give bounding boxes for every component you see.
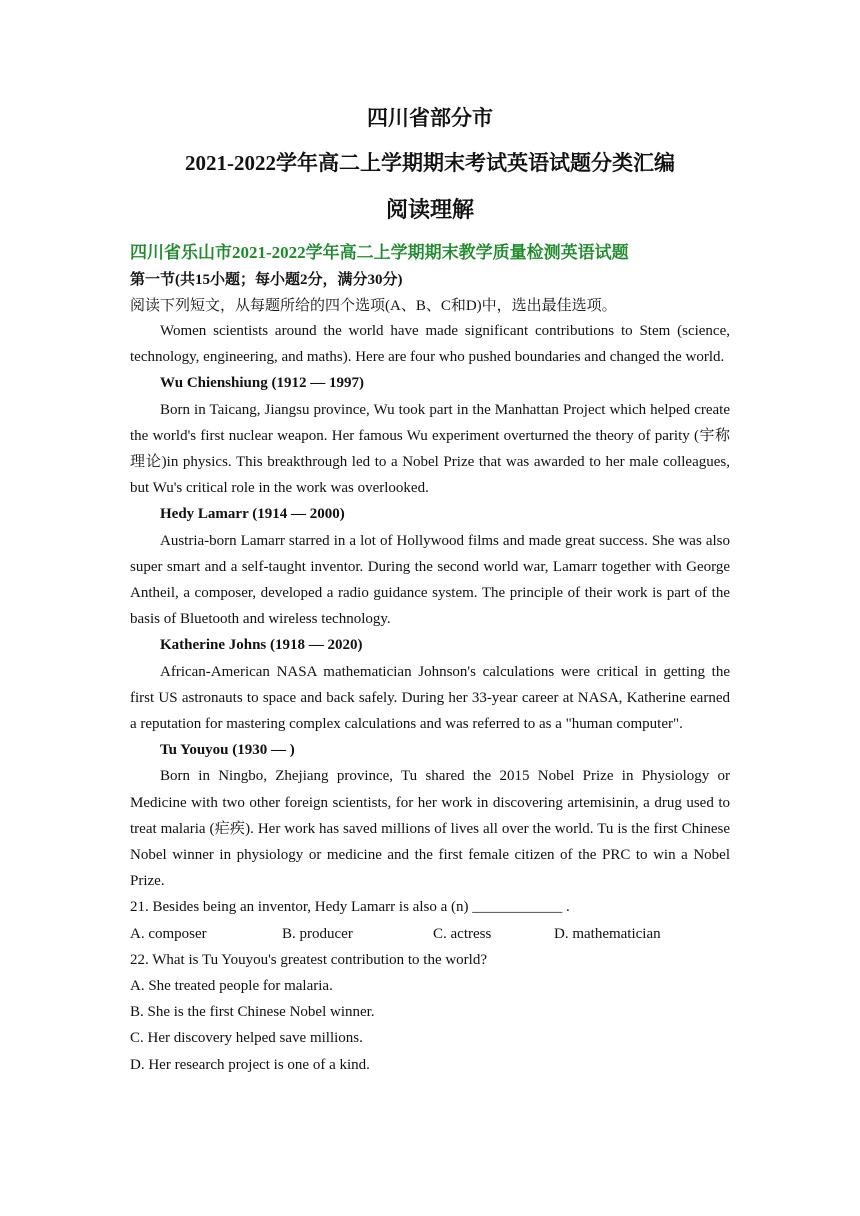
person-heading: Hedy Lamarr (1914 — 2000) [160, 506, 345, 523]
part-heading: 第一节(共15小题；每小题2分，满分30分) [130, 272, 403, 288]
person-heading: Katherine Johns (1918 — 2020) [160, 637, 363, 654]
option-a: A. She treated people for malaria. [130, 978, 333, 995]
option-b: B. producer [282, 925, 353, 942]
person-paragraph: Born in Ningbo, Zhejiang province, Tu shared the 2015 Nobel Prize in Physiology or Medicine with two other foreign scientists, for her work in discovering artemisinin, a drug used to treat malaria (疟疾). Her work has saved millions of lives all over the world. Tu is the first Chinese Nobel winner in physiology or medicine and the first female citizen of the PRC to win a Nobel Prize. [130, 768, 730, 890]
option-c: C. actress [433, 925, 492, 942]
option-b: B. She is the first Chinese Nobel winner. [130, 1004, 375, 1021]
question-21-stem: 21. Besides being an inventor, Hedy Lamarr is also a (n) ____________ . [130, 899, 570, 916]
document-title-exam: 2021-2022学年高二上学期期末考试英语试题分类汇编 [185, 151, 675, 175]
option-d: D. mathematician [554, 925, 661, 942]
passage-intro: Women scientists around the world have made significant contributions to Stem (science, technology, engineering, and maths). Here are four who pushed boundaries and changed the world. [130, 323, 730, 366]
person-heading: Tu Youyou (1930 — ) [160, 742, 295, 759]
document-title-region: 四川省部分市 [367, 106, 493, 130]
option-d: D. Her research project is one of a kind. [130, 1056, 370, 1073]
person-paragraph: African-American NASA mathematician Johnson's calculations were critical in getting the first US astronauts to space and back safely. During her 33-year career at NASA, Katherine earned a reputation for mastering complex calculations and was referred to as a "human computer". [130, 663, 730, 733]
document-title-topic: 阅读理解 [385, 197, 474, 222]
instructions: 阅读下列短文，从每题所给的四个选项(A、B、C和D)中，选出最佳选项。 [130, 298, 617, 314]
question-22-stem: 22. What is Tu Youyou's greatest contribution to the world? [130, 951, 488, 968]
person-heading: Wu Chienshiung (1912 — 1997) [160, 375, 364, 392]
person-paragraph: Born in Taicang, Jiangsu province, Wu took part in the Manhattan Project which helped create the world's first nuclear weapon. Her famous Wu experiment overturned the theory of parity (宇称理论)in physics. This breakthrough led to a Nobel Prize that was awarded to her male colleagues, but Wu's critical role in the work was overlooked. [130, 401, 730, 497]
source-exam-heading: 四川省乐山市2021-2022学年高二上学期期末教学质量检测英语试题 [130, 243, 629, 262]
option-c: C. Her discovery helped save millions. [130, 1030, 363, 1047]
person-paragraph: Austria-born Lamarr starred in a lot of Hollywood films and made great success. She was also super smart and a self-taught inventor. During the second world war, Lamarr together with George Antheil, a composer, developed a radio guidance system. The principle of their work is part of the basis of Bluetooth and wireless technology. [130, 532, 730, 628]
document-page [130, 100, 730, 1078]
question-21-options [130, 921, 730, 947]
option-a: A. composer [130, 925, 207, 942]
